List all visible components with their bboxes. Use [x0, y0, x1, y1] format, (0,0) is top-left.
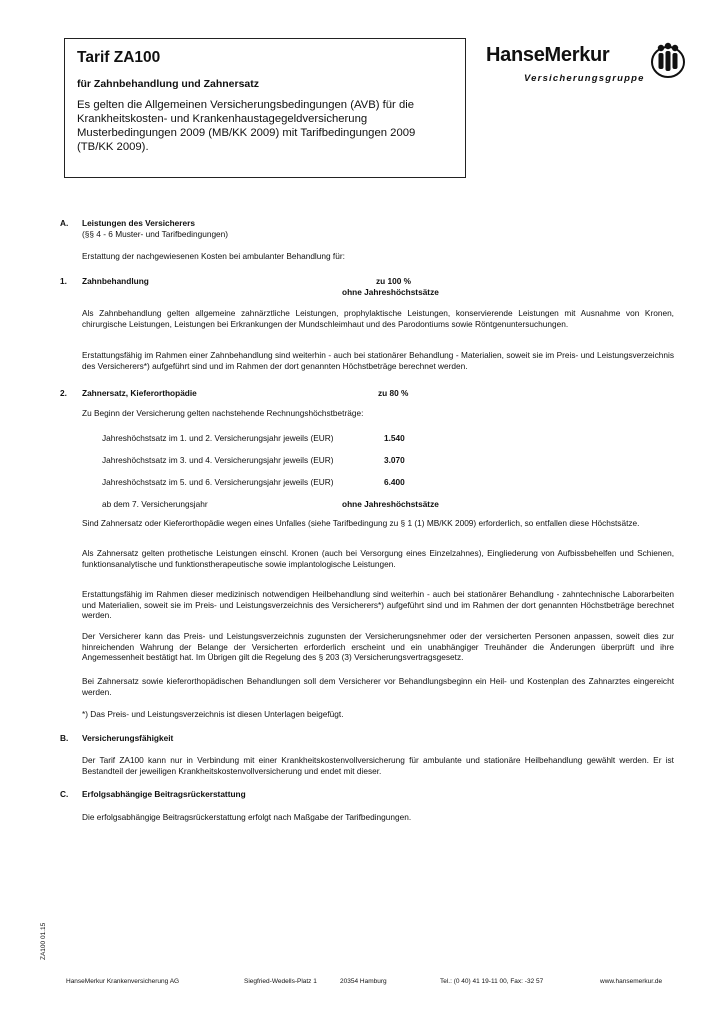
- limit-value: 6.400: [384, 477, 405, 487]
- section-b-letter: B.: [60, 733, 69, 743]
- limit-value: 3.070: [384, 455, 405, 465]
- limit-value: ohne Jahreshöchstsätze: [342, 499, 439, 509]
- item1-number: 1.: [60, 276, 67, 286]
- tariff-subtitle: für Zahnbehandlung und Zahnersatz: [77, 78, 259, 90]
- footer-city: 20354 Hamburg: [340, 978, 387, 985]
- item2-paragraph-4: Der Versicherer kann das Preis- und Leistungsverzeichnis zugunsten der Versicherungsnehmer oder der versicherten Personen anpassen, soweit dies zur hinreichenden Wahrung der Belange der Versicherten erforderlich erscheint und ein unabhängiger Treuhänder die Änderungen überprüft und ihre Angemessenheit bestätigt hat. Im Übrigen gilt die Regelung des § 203 (3) Versicherungsvertragsgesetz.: [82, 631, 674, 663]
- section-a-letter: A.: [60, 218, 69, 228]
- item1-paragraph-2: Erstattungsfähig im Rahmen einer Zahnbehandlung sind weiterhin - auch bei stationärer Behandlung - Materialien, soweit sie im Preis- und Leistungsverzeichnis des Versicherers*) aufgeführt sind und im Rahmen der dort genannten Höchstbeträge berechnet werden.: [82, 350, 674, 371]
- form-code: ZA100 01.15: [40, 922, 47, 960]
- item2-footnote: *) Das Preis- und Leistungsverzeichnis ist diesen Unterlagen beigefügt.: [82, 709, 344, 719]
- tariff-title: Tarif ZA100: [77, 49, 161, 66]
- logo-name: HanseMerkur: [486, 44, 610, 66]
- item2-paragraph-3: Erstattungsfähig im Rahmen dieser medizinisch notwendigen Heilbehandlung sind weiterhin - auch bei stationärer Behandlung - zahntechnische Laborarbeiten und Materialien, soweit sie im Preis- und Leistungsverzeichnis des Versicherers*) aufgeführt sind und im Rahmen der dort genannten Höchstbeträge berechnet werden.: [82, 589, 674, 621]
- section-a-intro: Erstattung der nachgewiesenen Kosten bei ambulanter Behandlung für:: [82, 251, 345, 261]
- footer-phone: Tel.: (0 40) 41 19-11 00, Fax: -32 57: [440, 978, 544, 985]
- limit-value: 1.540: [384, 433, 405, 443]
- item1-rate-note: ohne Jahreshöchstsätze: [342, 287, 439, 297]
- section-c-text: Die erfolgsabhängige Beitragsrückerstattung erfolgt nach Maßgabe der Tarifbedingungen.: [82, 812, 412, 822]
- item1-heading: Zahnbehandlung: [82, 276, 149, 286]
- item2-paragraph-5: Bei Zahnersatz sowie kieferorthopädischen Behandlungen soll dem Versicherer vor Behandlungsbeginn ein Heil- und Kostenplan des Zahnarztes eingereicht werden.: [82, 676, 674, 697]
- section-b-text: Der Tarif ZA100 kann nur in Verbindung mit einer Krankheitskostenvollversicherung für ambulante und stationäre Heilbehandlung gewählt werden. Er ist Bestandteil der jeweiligen Krankheitskostenvollversicherung und endet mit dieser.: [82, 755, 674, 776]
- item2-rate: zu 80 %: [378, 388, 409, 398]
- section-a-heading: Leistungen des Versicherers: [82, 218, 195, 228]
- item2-heading: Zahnersatz, Kieferorthopädie: [82, 388, 197, 398]
- item2-number: 2.: [60, 388, 67, 398]
- section-c-heading: Erfolgsabhängige Beitragsrückerstattung: [82, 789, 246, 799]
- logo-figures-icon: [650, 40, 686, 78]
- section-b-heading: Versicherungsfähigkeit: [82, 733, 174, 743]
- section-c-letter: C.: [60, 789, 69, 799]
- limit-label: Jahreshöchstsatz im 1. und 2. Versicherungsjahr jeweils (EUR): [102, 433, 334, 443]
- item2-intro: Zu Beginn der Versicherung gelten nachstehende Rechnungshöchstbeträge:: [82, 408, 364, 418]
- section-a-ref: (§§ 4 - 6 Muster- und Tarifbedingungen): [82, 229, 229, 239]
- footer-website[interactable]: www.hansemerkur.de: [600, 978, 663, 985]
- item1-paragraph-1: Als Zahnbehandlung gelten allgemeine zahnärztliche Leistungen, prophylaktische Leistungen, konservierende Leistungen mit Ausnahme von Kronen, chirurgische Leistungen, Leistungen bei Erkrankungen der Mundschleimhaut und des Parodontiums sowie Röntgenuntersuchungen.: [82, 308, 674, 329]
- limit-label: Jahreshöchstsatz im 5. und 6. Versicherungsjahr jeweils (EUR): [102, 477, 334, 487]
- logo-group: Versicherungsgruppe: [524, 73, 645, 84]
- company-logo: [486, 40, 692, 90]
- limit-label: ab dem 7. Versicherungsjahr: [102, 499, 208, 509]
- item2-paragraph-2: Als Zahnersatz gelten prothetische Leistungen einschl. Kronen (auch bei Versorgung eines Einzelzahnes), Eingliederung von Aufbissbehelfen und Schienen, funktionsanalytische und funktionstherapeutische sowie implantologische Leistungen.: [82, 548, 674, 569]
- footer-street: Siegfried-Wedells-Platz 1: [244, 978, 317, 985]
- item1-rate: zu 100 %: [376, 276, 412, 286]
- tariff-header-box: [64, 38, 466, 178]
- avb-statement: Es gelten die Allgemeinen Versicherungsbedingungen (AVB) für die Krankheitskosten- und Krankenhaustagegeldversicherung Musterbedingungen 2009 (MB/KK 2009) mit Tarifbedingungen 2009 (TB/KK 2009).: [77, 99, 416, 153]
- limit-label: Jahreshöchstsatz im 3. und 4. Versicherungsjahr jeweils (EUR): [102, 455, 334, 465]
- item2-paragraph-1: Sind Zahnersatz oder Kieferorthopädie wegen eines Unfalles (siehe Tarifbedingung zu § 1 (1) MB/KK 2009) erforderlich, so entfallen diese Höchstsätze.: [82, 518, 640, 528]
- footer-company: HanseMerkur Krankenversicherung AG: [66, 978, 180, 985]
